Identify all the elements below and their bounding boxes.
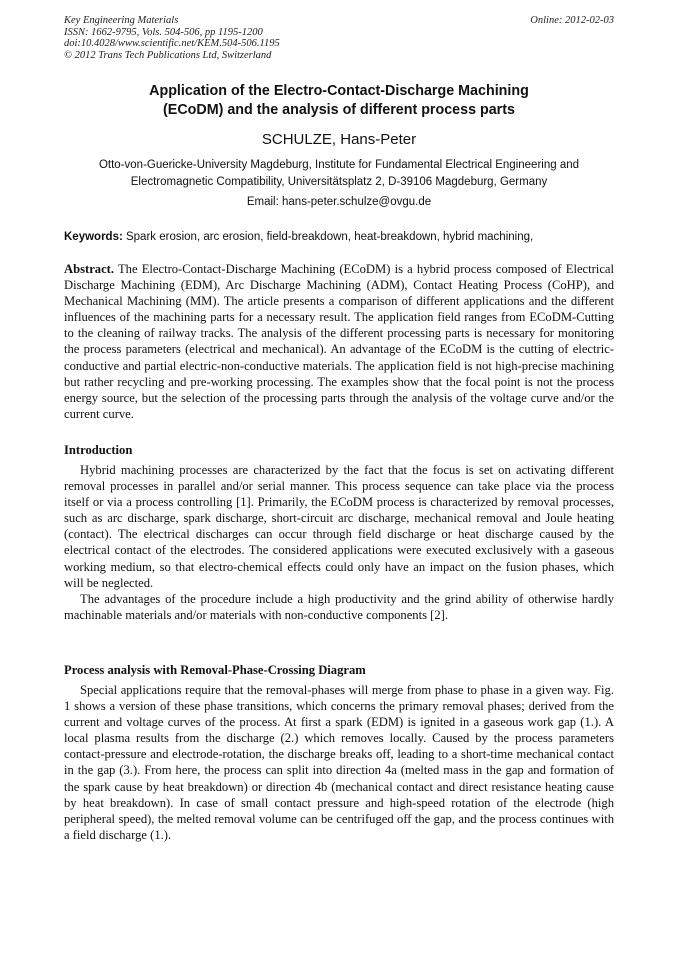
online-date: Online: 2012-02-03 xyxy=(530,15,614,26)
process-analysis-heading: Process analysis with Removal-Phase-Crossing Diagram xyxy=(64,663,366,677)
copyright-line: © 2012 Trans Tech Publications Ltd, Switzerland xyxy=(64,49,272,61)
doi-line: doi:10.4028/www.scientific.net/KEM.504-506.1195 xyxy=(64,38,280,50)
author-name: SCHULZE, Hans-Peter xyxy=(261,131,417,148)
title-line-1: Application of the Electro-Contact-Discharge Machining xyxy=(149,83,529,99)
keywords xyxy=(64,229,614,245)
introduction-heading: Introduction xyxy=(64,443,133,457)
abstract-text: The Electro-Contact-Discharge Machining (ECoDM) is a hybrid process composed of Electrical Discharge Machining (EDM), Arc Discharge Machining (ADM), Contact Heating Process (CoHP), and Mechanical Machining (MM). The article presents a comparison of different applications and the different influences of the machining parts for a necessary result. The application field ranges from ECoDM-Cutting to the cleaning of railway tracks. The analysis of the different processing parts is necessary for monitoring the process parameters (electrical and mechanical). An advantage of the ECoDM is the cutting of electric-conductive and partial electric-non-conductive materials. The application field is not high-precise machining but rather recycling and pre-working processing. The examples show that the focal point is not the process energy source, but the selection of the processing parts through the analysis of the voltage curve and/or the current curve. xyxy=(64,262,614,421)
journal-metadata xyxy=(64,15,280,61)
introduction-section xyxy=(64,442,614,623)
introduction-paragraph-1: Hybrid machining processes are characterized by the fact that the focus is set on activating different removal processes in parallel and/or serial manner. This process sequence can take place via the process itself or via a process controlling [1]. Primarily, the ECoDM process is characterized by removal processes, such as arc discharge, spark discharge, short-circuit arc discharge, mechanical removal and Joule heating (contact). The electrical discharges can occur through field discharge or heat discharge caused by the electrical contact of the electrodes. The considered applications were executed exclusively with a gaseous working medium, so that electro-chemical effects could only have an impact on the fusion phases, which will be neglected. xyxy=(64,463,614,590)
affiliation-line-1: Otto-von-Guericke-University Magdeburg, Institute for Fundamental Electrical Engineering and xyxy=(98,159,580,171)
journal-name: Key Engineering Materials xyxy=(64,15,179,26)
author-email: Email: hans-peter.schulze@ovgu.de xyxy=(246,196,432,208)
paper-title xyxy=(64,82,614,120)
keywords-text: Spark erosion, arc erosion, field-breakdown, heat-breakdown, hybrid machining, xyxy=(122,231,534,243)
keywords-label: Keywords: xyxy=(64,231,123,243)
title-line-2: (ECoDM) and the analysis of different process parts xyxy=(163,102,515,118)
introduction-paragraph-2: The advantages of the procedure include a high productivity and the grind ability of otherwise hardly machinable materials and/or materials with non-conductive components [2]. xyxy=(64,591,614,622)
process-analysis-section xyxy=(64,662,614,843)
abstract xyxy=(64,261,614,422)
affiliation xyxy=(64,157,614,191)
process-analysis-paragraph: Special applications require that the removal-phases will merge from phase to phase in a given way. Fig. 1 shows a version of these phase transitions, which concerns the primary removal phases; derived from the current and voltage curves of the process. At first a spark (EDM) is ignited in a gaseous work gap (1.). A local plasma results from the discharge (2.) which removes locally. Caused by the process parameters contact-pressure and electrode-rotation, the discharge breaks off, leading to a short-time mechanical contact in the gap (3.). From here, the process can split into direction 4a (melted mass in the gap and formation of the spark cause by heat breakdown) or direction 4b (mechanical contact and direct resistance heating cause by heat breakdown). In case of small contact pressure and high-speed rotation of the electrode (high peripheral speed), the melted removal volume can be centrifuged off the gap, and the process continues with a field discharge (1.). xyxy=(64,683,614,842)
affiliation-line-2: Electromagnetic Compatibility, Universitätsplatz 2, D-39106 Magdeburg, Germany xyxy=(130,176,548,188)
issn-line: ISSN: 1662-9795, Vols. 504-506, pp 1195-1200 xyxy=(64,26,263,38)
abstract-label: Abstract. xyxy=(64,262,115,276)
